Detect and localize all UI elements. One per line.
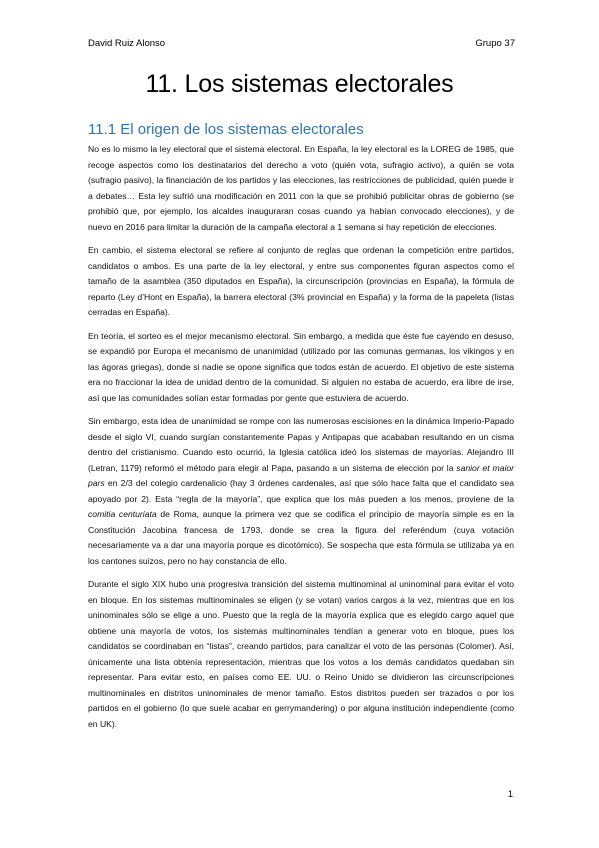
text-run: En teoría, el sorteo es el mejor mecanismo electoral. Sin embargo, a medida que éste fue cayendo en desuso, se expandió por Europa el mecanismo de unanimidad (utilizado por las comunas germanas, los vikingos y en las ágoras griegas), donde si nadie se opone significa que todos están de acuerdo. El objetivo de este sistema era no fraccionar la idea de unidad dentro de la comunidad. Si alguien no estaba de acuerdo, era libre de irse, así que las comunidades solían estar formadas por gente que estuviera de acuerdo. (88, 330, 514, 403)
page-number: 1 (507, 789, 513, 800)
header-group: Grupo 37 (475, 38, 515, 49)
chapter-title: 11. Los sistemas electorales (145, 70, 454, 98)
body-text (88, 142, 514, 740)
text-run: en 2/3 del colegio cardenalicio (hay 3 órdenes cardenales, así que sólo hace falta que el candidato sea apoyado por 2). Esta “regla de la mayoría”, que explica que los más pueden a los menos, proviene de la (88, 478, 514, 504)
text-run: Sin embargo, esta idea de unanimidad se rompe con las numerosas escisiones en la dinámica Imperio-Papado desde el siglo VI, cuando surgían constantemente Papas y Antipapas que acababan resultando en un cisma dentro del cristianismo. Cuando esto ocurrió, la Iglesia católica ideó los sistemas de mayorías. Alejandro III (Letran, 1179) reformó el método para elegir al Papa, pasando a un sistema de elección por la (88, 416, 514, 473)
text-run: No es lo mismo la ley electoral que el sistema electoral. En España, la ley electoral es la LOREG de 1985, que recoge aspectos como los destinatarios del derecho a voto (quién vota, sufragio activo), a quién se vota (sufragio pasivo), la financiación de los partidos y las elecciones, las restricciones de publicidad, quién puede ir a debates… Esta ley sufrió una modificación en 2011 con la que se prohibió publicitar obras de gobierno (se prohibió que, por ejemplo, los alcaldes inauguraran cosas cuando ya habían convocado elecciones), y de nuevo en 2016 para limitar la duración de la campaña electoral a 1 semana si hay repetición de elecciones. (88, 144, 514, 232)
header-author: David Ruiz Alonso (88, 38, 166, 49)
paragraph (88, 577, 514, 732)
text-run: Durante el siglo XIX hubo una progresiva transición del sistema multinominal al uninominal para evitar el voto en bloque. En los sistemas multinominales se eligen (y se votan) varios cargos a la vez, mientras que en los uninominales sólo se elige a uno. Puesto que la regla de la mayoría explica que es elegido cargo aquel que obtiene una mayoría de votos, los sistemas multinominales tendían a generar voto en bloque, pues los candidatos se coordinaban en “listas”, creando partidos, para canalizar el voto de las personas (Colomer). Así, únicamente una lista obtenía representación, mientras que los votos a los demás candidatos quedaban sin representar. Para evitar esto, en países como EE. UU. o Reino Unido se dividieron las circunscripciones multinominales en distritos uninominales de menor tamaño. Estos distritos pueden ser trazados o por los partidos en el gobierno (lo que suele acabar en gerrymandering) o por alguna institución independiente (como en UK). (88, 579, 514, 729)
paragraph (88, 414, 514, 569)
paragraph (88, 329, 514, 407)
text-run: En cambio, el sistema electoral se refiere al conjunto de reglas que ordenan la competición entre partidos, candidatos o ambos. Es una parte de la ley electoral, y entre sus componentes figuran aspectos como el tamaño de la asamblea (350 diputados en España), la circunscripción (provincias en España), la fórmula de reparto (Ley d’Hont en España), la barrera electoral (3% provincial en España) y la forma de la papeleta (listas cerradas en España). (88, 245, 514, 317)
paragraph (88, 142, 514, 235)
italic-term: comitia centuriata (88, 509, 157, 519)
section-heading: 11.1 El origen de los sistemas electorales (88, 121, 364, 138)
text-run: de Roma, aunque la primera vez que se codifica el principio de mayoría simple es en la Constitución Jacobina francesa de 1793, donde se crea la figura del referéndum (cuya votación necesariamente va a dar una mayoría porque es dicotómico). Se sospecha que esta fórmula se utilizaba ya en los cantones suizos, pero no hay constancia de ello. (88, 509, 514, 566)
italic-term: sanior et maior pars (88, 462, 514, 488)
paragraph (88, 243, 514, 321)
